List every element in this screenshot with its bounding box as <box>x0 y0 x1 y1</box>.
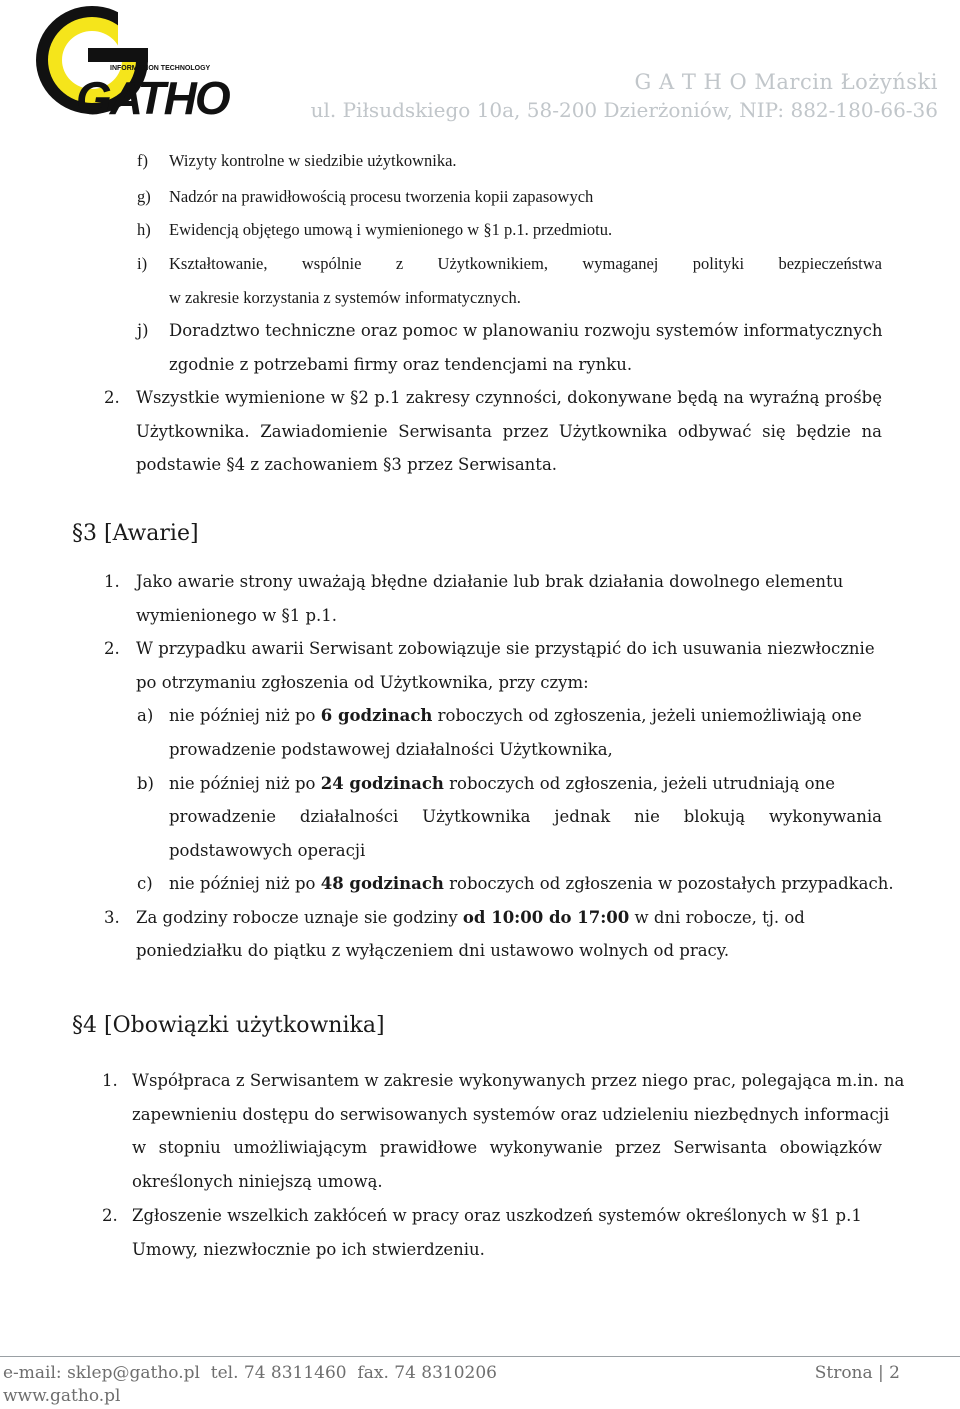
text-run: roboczych od zgłoszenia w pozostałych przypadkach. <box>443 874 894 893</box>
list-item-text: Nadzór na prawidłowością procesu tworzenia kopii zapasowych <box>169 187 594 206</box>
list-item-text: podstawowych operacji <box>169 841 366 860</box>
bold-run: 24 godzinach <box>320 774 444 793</box>
text-run: roboczych od zgłoszenia, jeżeli uniemożliwiają one <box>432 706 862 725</box>
list-item-text: Doradztwo techniczne oraz pomoc w planowaniu rozwoju systemów informatycznych <box>169 321 883 340</box>
paragraph-text: poniedziałku do piątku z wyłączeniem dni ustawowo wolnych od pracy. <box>136 941 730 960</box>
paragraph-text: podstawie §4 z zachowaniem §3 przez Serwisanta. <box>136 455 558 474</box>
footer-website[interactable]: www.gatho.pl <box>3 1386 121 1406</box>
bold-run: 6 godzinach <box>320 706 433 725</box>
paragraph-text: Zgłoszenie wszelkich zakłóceń w pracy oraz uszkodzeń systemów określonych w §1 p.1 <box>132 1206 862 1225</box>
list-label: j) <box>137 321 149 340</box>
paragraph-text: Jako awarie strony uważają błędne działanie lub brak działania dowolnego elementu <box>136 572 844 591</box>
bold-run: 48 godzinach <box>320 874 444 893</box>
paragraph-text: wymienionego w §1 p.1. <box>136 606 338 625</box>
header-company: G A T H O Marcin Łożyński <box>634 70 938 94</box>
section-heading: §3 [Awarie] <box>72 521 199 546</box>
paragraph-label: 1. <box>104 572 120 591</box>
list-label: g) <box>137 187 151 206</box>
paragraph-label: 3. <box>104 908 120 927</box>
list-item-text <box>169 706 882 726</box>
paragraph-text: Współpraca z Serwisantem w zakresie wykonywanych przez niego prac, polegająca m.in. na <box>132 1071 905 1090</box>
bold-run: od 10:00 do 17:00 <box>462 908 630 927</box>
text-run: nie później niż po <box>169 774 321 793</box>
text-run: roboczych od zgłoszenia, jeżeli utrudniają one <box>443 774 835 793</box>
list-item-text: Ewidencją objętego umową i wymienionego w §1 p.1. przedmiotu. <box>169 220 613 239</box>
gatho-logo <box>18 2 268 120</box>
list-item-text <box>169 874 894 894</box>
paragraph-text: Wszystkie wymienione w §2 p.1 zakresy czynności, dokonywane będą na wyraźną prośbę <box>136 388 882 407</box>
paragraph-label: 2. <box>102 1206 118 1225</box>
paragraph-label: 1. <box>102 1071 118 1090</box>
list-label: b) <box>137 774 154 793</box>
paragraph-text: po otrzymaniu zgłoszenia od Użytkownika, przy czym: <box>136 673 589 692</box>
paragraph-text <box>136 908 805 928</box>
list-item-text: Wizyty kontrolne w siedzibie użytkownika. <box>169 151 457 170</box>
logo-subtitle: INFORMATION TECHNOLOGY <box>110 65 211 72</box>
list-item-text: Kształtowanie, wspólnie z Użytkownikiem, wymaganej polityki bezpieczeństwa <box>169 254 882 273</box>
list-label: a) <box>137 706 154 725</box>
paragraph-text: określonych niniejszą umową. <box>132 1172 383 1191</box>
text-run: w dni robocze, tj. od <box>629 908 805 927</box>
logo-wordmark: GATHO <box>76 72 229 120</box>
list-label: h) <box>137 220 151 239</box>
paragraph-label: 2. <box>104 388 120 407</box>
footer-contact: e-mail: sklep@gatho.pl tel. 74 8311460 fax. 74 8310206 <box>3 1363 497 1383</box>
paragraph-text: Użytkownika. Zawiadomienie Serwisanta przez Użytkownika odbywać się będzie na <box>136 422 882 441</box>
list-label: i) <box>137 254 148 273</box>
text-run: Za godziny robocze uznaje sie godziny <box>136 908 463 927</box>
text-run: nie później niż po <box>169 874 321 893</box>
paragraph-text: w stopniu umożliwiającym prawidłowe wykonywanie przez Serwisanta obowiązków <box>132 1138 882 1157</box>
header-address: ul. Piłsudskiego 10a, 58-200 Dzierżoniów, NIP: 882-180-66-36 <box>310 98 938 122</box>
list-item-text: prowadzenie działalności Użytkownika jednak nie blokują wykonywania <box>169 807 882 826</box>
paragraph-text: zapewnieniu dostępu do serwisowanych systemów oraz udzieleniu niezbędnych informacji <box>132 1105 890 1124</box>
list-item-text: w zakresie korzystania z systemów informatycznych. <box>169 288 521 307</box>
paragraph-label: 2. <box>104 639 120 658</box>
page-number: Strona | 2 <box>814 1363 900 1383</box>
list-item-text <box>169 774 835 794</box>
paragraph-text: W przypadku awarii Serwisant zobowiązuje sie przystąpić do ich usuwania niezwłocznie <box>136 639 875 658</box>
list-label: f) <box>137 151 148 170</box>
text-run: nie później niż po <box>169 706 321 725</box>
list-item-text: zgodnie z potrzebami firmy oraz tendencjami na rynku. <box>169 355 633 374</box>
section-heading: §4 [Obowiązki użytkownika] <box>72 1013 385 1038</box>
footer-divider <box>0 1356 960 1357</box>
list-item-text: prowadzenie podstawowej działalności Użytkownika, <box>169 740 613 759</box>
list-label: c) <box>137 874 153 893</box>
paragraph-text: Umowy, niezwłocznie po ich stwierdzeniu. <box>132 1240 485 1259</box>
